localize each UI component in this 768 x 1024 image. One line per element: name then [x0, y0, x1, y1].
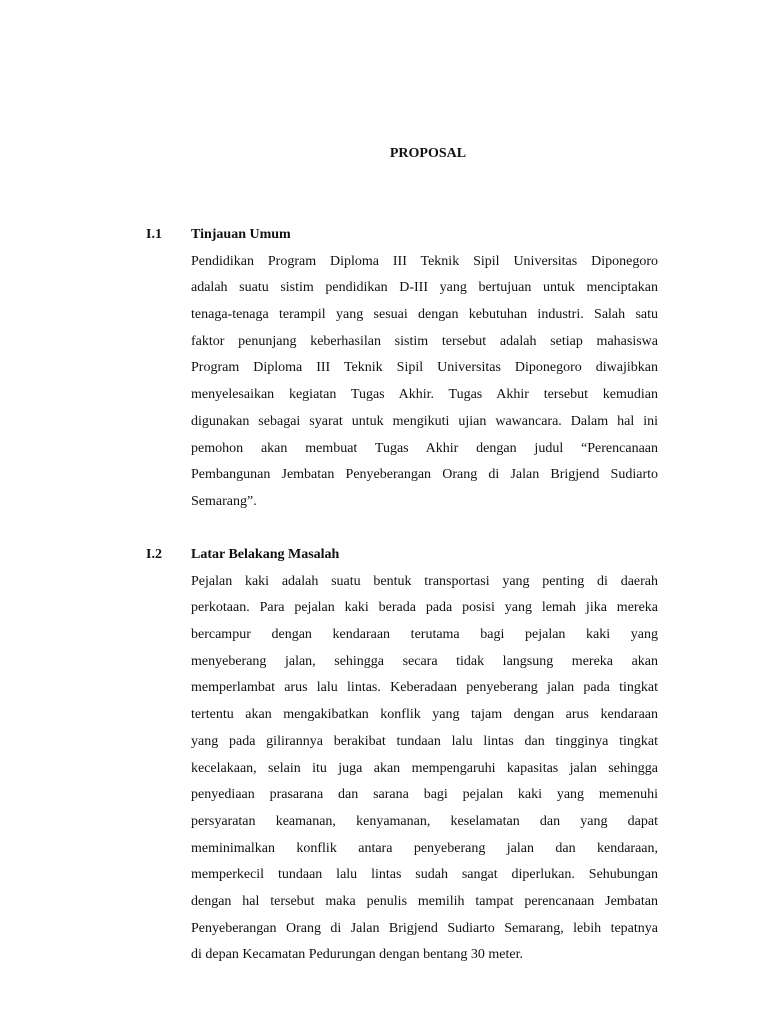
paragraph-line: di depan Kecamatan Pedurungan dengan bentang 30 meter.: [191, 947, 523, 963]
paragraph-line: memperkecil tundaan lalu lintas sudah sangat diperlukan. Sehubungan: [191, 867, 658, 883]
paragraph-line: memperlambat arus lalu lintas. Keberadaan penyeberang jalan pada tingkat: [191, 680, 658, 696]
paragraph-line: pemohon akan membuat Tugas Akhir dengan judul “Perencanaan: [191, 440, 658, 456]
paragraph-line: Semarang”.: [191, 493, 257, 509]
paragraph-line: menyeberang jalan, sehingga secara tidak langsung mereka akan: [191, 653, 658, 669]
paragraph-line: Pembangunan Jembatan Penyeberangan Orang di Jalan Brigjend Sudiarto: [191, 467, 658, 483]
paragraph-line: perkotaan. Para pejalan kaki berada pada posisi yang lemah jika mereka: [191, 600, 658, 616]
paragraph-line: faktor penunjang keberhasilan sistim tersebut adalah setiap mahasiswa: [191, 333, 658, 349]
section-heading: Tinjauan Umum: [191, 227, 291, 242]
paragraph-line: digunakan sebagai syarat untuk mengikuti ujian wawancara. Dalam hal ini: [191, 413, 658, 429]
paragraph-line: persyaratan keamanan, kenyamanan, keselamatan dan yang dapat: [191, 813, 658, 829]
section-number: I.2: [146, 547, 162, 562]
section-heading: Latar Belakang Masalah: [191, 547, 340, 562]
section-body: [191, 222, 658, 516]
section-number: I.1: [146, 227, 162, 242]
paragraph-line: adalah suatu sistim pendidikan D-III yang bertujuan untuk menciptakan: [191, 280, 658, 296]
paragraph-line: penyediaan prasarana dan sarana bagi pejalan kaki yang memenuhi: [191, 787, 658, 803]
paragraph-line: Pendidikan Program Diploma III Teknik Sipil Universitas Diponegoro: [191, 253, 658, 269]
paragraph-line: tertentu akan mengakibatkan konflik yang tajam dengan arus kendaraan: [191, 707, 658, 723]
paragraph-line: Pejalan kaki adalah suatu bentuk transportasi yang penting di daerah: [191, 573, 658, 589]
paragraph-line: dengan hal tersebut maka penulis memilih tampat perencanaan Jembatan: [191, 893, 658, 909]
paragraph-line: yang pada gilirannya berakibat tundaan lalu lintas dan tingginya tingkat: [191, 733, 658, 749]
paragraph-line: Program Diploma III Teknik Sipil Universitas Diponegoro diwajibkan: [191, 360, 658, 376]
paragraph-line: kecelakaan, selain itu juga akan mempengaruhi kapasitas jalan sehingga: [191, 760, 658, 776]
paragraph-line: bercampur dengan kendaraan terutama bagi pejalan kaki yang: [191, 627, 658, 643]
document-title: PROPOSAL: [389, 146, 467, 161]
paragraph-line: menyelesaikan kegiatan Tugas Akhir. Tugas Akhir tersebut kemudian: [191, 387, 658, 403]
paragraph-line: Penyeberangan Orang di Jalan Brigjend Sudiarto Semarang, lebih tepatnya: [191, 920, 658, 936]
section-body: [191, 542, 658, 969]
paragraph-line: meminimalkan konflik antara penyeberang jalan dan kendaraan,: [191, 840, 658, 856]
paragraph-line: tenaga-tenaga terampil yang sesuai dengan kebutuhan industri. Salah satu: [191, 307, 658, 323]
